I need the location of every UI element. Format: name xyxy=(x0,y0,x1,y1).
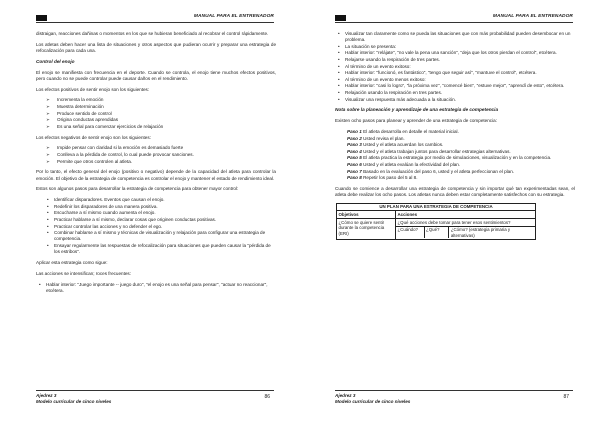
step-item xyxy=(347,142,575,148)
objective-cell: ¿Cómo se quiere sentir durante la competencia (ERI) xyxy=(337,219,396,240)
footer-title: Ajedrez 3 xyxy=(335,393,356,398)
list-item: • Escucharse a sí mismo cuando aumenta el enojo. xyxy=(44,210,276,216)
step-label: Paso 1 xyxy=(347,128,362,134)
step-item xyxy=(347,155,575,161)
header-title: MANUAL PARA EL ENTRENADOR xyxy=(492,14,573,19)
paragraph: Aplicar esta estrategia como sigue: xyxy=(36,259,108,265)
section-heading: Nota sobre la planeación y aprendizaje de una estrategia de competencia xyxy=(335,107,499,113)
list-item: ➢ Impide pensar con claridad si la emoción es demasiado fuerte xyxy=(44,145,276,151)
footer-rule xyxy=(36,390,274,391)
list-item: • Redefinir los disparadores de una manera positiva. xyxy=(44,204,276,210)
steps-list xyxy=(44,197,276,255)
list-item: • Hablar interior: "relájate", "no vale la pena una sanción", "deja que los otros pierdan el control", etcétera. xyxy=(335,50,575,56)
step-text: El atleta desarrolla en detalle el material inicial. xyxy=(363,128,459,134)
step-label: Paso 2 xyxy=(347,135,362,141)
step-text: El atleta practica la estrategia por medio de simulaciones, visualización y en la competencia. xyxy=(363,155,552,161)
list-item: • Practicar hablarse a sí mismo, declarar cosas que originen conductas positivas. xyxy=(44,217,276,223)
list-item: • Relajación usando la respiración en tres partes. xyxy=(335,90,575,96)
paragraph: Los efectos positivos de sentir enojo son los siguientes: xyxy=(36,86,150,92)
header-title: MANUAL PARA EL ENTRENADOR xyxy=(193,14,274,19)
footer-title: Ajedrez 3 xyxy=(36,393,57,398)
actions-subcolumns xyxy=(396,226,536,239)
step-label: Paso 8 xyxy=(347,175,362,181)
header-marker-square xyxy=(36,15,47,21)
footer-subtitle: Modelo curricular de cinco niveles xyxy=(335,399,411,404)
list-item: ➢ Permite que otros controlen al atleta. xyxy=(44,159,276,165)
page-footer xyxy=(335,390,573,410)
list-item: • Practicar controlar las acciones y no defender el ego. xyxy=(44,224,276,230)
step-text: Usted y el atleta trabajan juntos para desarrollar estrategias alternativas. xyxy=(363,148,511,154)
left-content xyxy=(36,31,276,299)
header-rule xyxy=(36,22,274,23)
step-text: Usted revisa el plan. xyxy=(363,135,405,141)
inner-talk-list xyxy=(36,282,276,294)
step-text: Repetir los paso del 5 al 8. xyxy=(363,175,418,181)
footer-rule xyxy=(335,390,573,391)
list-item: • Visualizar tan claramente como se pueda las situaciones que con más probabilidad pueden desembocar en un problema. xyxy=(335,31,575,43)
left-page xyxy=(6,0,296,424)
list-item: ➢ Es una señal para comenzar ejercicios de relajación xyxy=(44,124,276,130)
step-label: Paso 3 xyxy=(347,142,362,148)
step-item xyxy=(347,129,575,135)
list-item: ➢ Origina conductas aprendidas xyxy=(44,117,276,123)
step-label: Paso 5 xyxy=(347,155,362,161)
header-marker-square xyxy=(335,15,346,21)
paragraph: distraigan, reacciones dañinas o momentos en los que se hubieran beneficiado al recobrar el control rápidamente. xyxy=(36,31,269,36)
paragraph: Los efectos negativos de sentir enojo son los siguientes: xyxy=(36,134,151,140)
page-header xyxy=(36,14,274,24)
page-footer xyxy=(36,390,274,410)
list-item: • Al término de un evento exitoso: xyxy=(335,64,575,70)
list-item: • Hablar interior: "casi lo logro", "la próxima vez", "comencé bien", "estuve mejor", "aprendí de esto", etcétera. xyxy=(335,83,575,89)
step-item xyxy=(347,169,575,175)
paragraph: Estos son algunos pasos para desarrollar la estrategia de competencia para obtener mayor control: xyxy=(36,186,239,192)
paragraph: Los atletas deben hacer una lista de situaciones y otros aspectos que pudieran ocurrir y preparar una estrategia de refocalización para cada una. xyxy=(36,41,276,53)
column-header-objectives: Objetivos xyxy=(337,211,396,219)
header-rule xyxy=(335,22,573,23)
footer-subtitle: Modelo curricular de cinco niveles xyxy=(36,399,112,404)
step-item xyxy=(347,175,575,181)
list-item: ➢ Muestra determinación xyxy=(44,104,276,110)
negative-effects-list xyxy=(44,145,276,164)
list-item: • Al término de un evento menos exitoso: xyxy=(335,77,575,83)
step-label: Paso 6 xyxy=(347,161,362,167)
list-item: ➢ Incrementa la emoción xyxy=(44,97,276,103)
step-text: Usted y el atleta evalúan la efectividad del plan. xyxy=(363,161,461,167)
step-item xyxy=(347,162,575,168)
when-cell: ¿Cuándo? xyxy=(398,227,425,238)
page-number: 86 xyxy=(264,394,270,400)
section-heading: Control del enojo xyxy=(36,58,75,64)
table-title: UN PLAN PARA UNA ESTRATEGIA DE COMPETENCIA xyxy=(337,203,536,211)
list-item: ➢ Produce sentido de control xyxy=(44,111,276,117)
list-item: • Hablar interior: "funcionó, es fantástico", "tengo que seguir así", "mantuve el control", etcétera. xyxy=(335,70,575,76)
right-content xyxy=(335,31,575,240)
paragraph: Existen ocho pasos para planear y aprender de una estrategia de competencia: xyxy=(335,118,497,124)
page-header xyxy=(335,14,573,24)
list-item: • Combinar hablarse a sí mismo y técnicas de visualización y relajación para configurar una estrategia de competencia. xyxy=(44,230,276,242)
column-header-actions: Acciones xyxy=(396,211,536,219)
paragraph: El enojo se manifiesta con frecuencia en el deporte. Cuando se controla, el enojo tiene muchos efectos positivos, pero cuando no se puede controlar puede causar daños en el rendimiento. xyxy=(36,69,276,81)
plan-steps xyxy=(347,129,575,181)
list-item: • Relajarse usando la respiración de tres partes. xyxy=(335,57,575,63)
strategy-plan-table xyxy=(336,203,536,240)
step-label: Paso 4 xyxy=(347,148,362,154)
list-item: ➢ Conlleva a la pérdida de control, lo cual puede provocar sanciones. xyxy=(44,152,276,158)
paragraph: Cuando se comience a desarrollar una estrategia de competencia y sin importar qué tan experimentadas sean, el atleta debe realizar los ocho pasos. Los atletas nunca deben estar completamente satisfechos con su estrategia. xyxy=(335,185,575,198)
step-item xyxy=(347,136,575,142)
step-item xyxy=(347,149,575,155)
list-item: • Visualizar una respuesta más adecuada a la situación. xyxy=(335,97,575,103)
page-number: 87 xyxy=(563,394,569,400)
step-text: Basado en la evaluación del paso 6, usted y el atleta perfeccionan el plan. xyxy=(363,168,515,174)
list-item: • Identificar disparadores. Eventos que causan el enojo. xyxy=(44,197,276,203)
list-item: • La situación se presenta: xyxy=(335,44,575,50)
step-label: Paso 7 xyxy=(347,168,362,174)
paragraph: Las acciones se intensifican; roces frecuentes: xyxy=(36,270,131,276)
step-text: Usted y el atleta acuerdan los cambios. xyxy=(363,142,444,148)
paragraph: Por lo tanto, el efecto general del enojo (positivo o negativo) depende de la capacidad del atleta para controlar la emoción. El objetivo de la estrategia de competencia es controlar el enojo y mantener el estado de rendimiento ideal. xyxy=(36,169,276,181)
list-item: • Hablar interior: "Juego importante -- juego duro", "el enojo es una señal para pensar", "actuar no reaccionar", etcétera. xyxy=(36,282,276,294)
how-cell: ¿Cómo? (estrategia primaria y alternativas) xyxy=(450,227,511,238)
positive-effects-list xyxy=(44,97,276,130)
competition-actions-list xyxy=(335,31,575,103)
what-cell: ¿Qué? xyxy=(426,227,449,238)
list-item: • Ensayar regularmente las respuestas de refocalización para situaciones que pueden causar la "pérdida de los estribos". xyxy=(44,243,276,255)
actions-question-cell: ¿Qué acciones debe tomar para tener esos sentimientos? xyxy=(396,219,536,227)
right-page xyxy=(305,0,595,424)
